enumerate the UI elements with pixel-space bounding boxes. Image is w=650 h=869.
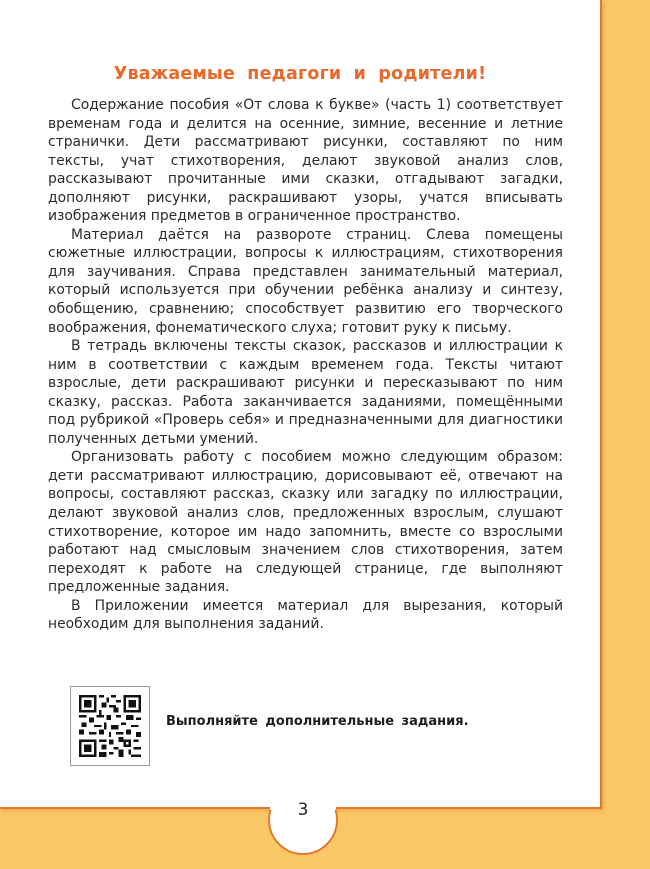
paragraph: В Приложении имеется материал для вырезания, который необходим для выполнения заданий. bbox=[48, 597, 563, 633]
paragraph: Содержание пособия «От слова к букве» (часть 1) соответствует временам года и делится на осенние, зимние, весенние и летние странички. Дети рассматривают рисунки, составляют по ним тексты, учат стихотворения, делают звуковой анализ слов, рассказывают прочитанные ими сказки, отгадывают загадки, дополняют рисунки, раскрашивают узоры, учатся вписывать изображения предметов в ограниченное пространство. bbox=[48, 97, 563, 225]
body-text bbox=[48, 96, 563, 634]
page-title: Уважаемые педагоги и родители! bbox=[113, 64, 487, 84]
paragraph: В тетрадь включены тексты сказок, рассказов и иллюстрации к ним в соответствии с каждым временем года. Тексты читают взрослые, дети раскрашивают рисунки и пересказывают по ним сказку, рассказ. Работа заканчивается заданиями, помещёнными под рубрикой «Проверь себя» и предназначенными для диагностики полученных детьми умений. bbox=[48, 338, 563, 447]
page-number: 3 bbox=[297, 800, 309, 820]
paragraph: Материал даётся на развороте страниц. Слева помещены сюжетные иллюстрации, вопросы к иллюстрациям, стихотворения для заучивания. Справа представлен занимательный материал, который используется при обучении ребёнка анализу и синтезу, обобщению, сравнению; способствует развитию его творческого воображения, фонематического слуха; готовит руку к письму. bbox=[48, 226, 563, 336]
paragraph: Организовать работу с пособием можно следующим образом: дети рассматривают иллюстрацию, дорисовывают её, отвечают на вопросы, составляют рассказ, сказку или загадку по иллюстрации, делают звуковой анализ слов, предложенных взрослым, слушают стихотворение, которое им надо запомнить, вместе со взрослыми работают над смысловым значением слов стихотворения, затем переходят к работе на следующей странице, где выполняют предложенные задания. bbox=[48, 449, 563, 596]
qr-code-graphic bbox=[79, 695, 141, 757]
qr-caption: Выполняйте дополнительные задания. bbox=[166, 714, 469, 729]
qr-code-icon[interactable] bbox=[70, 686, 150, 766]
